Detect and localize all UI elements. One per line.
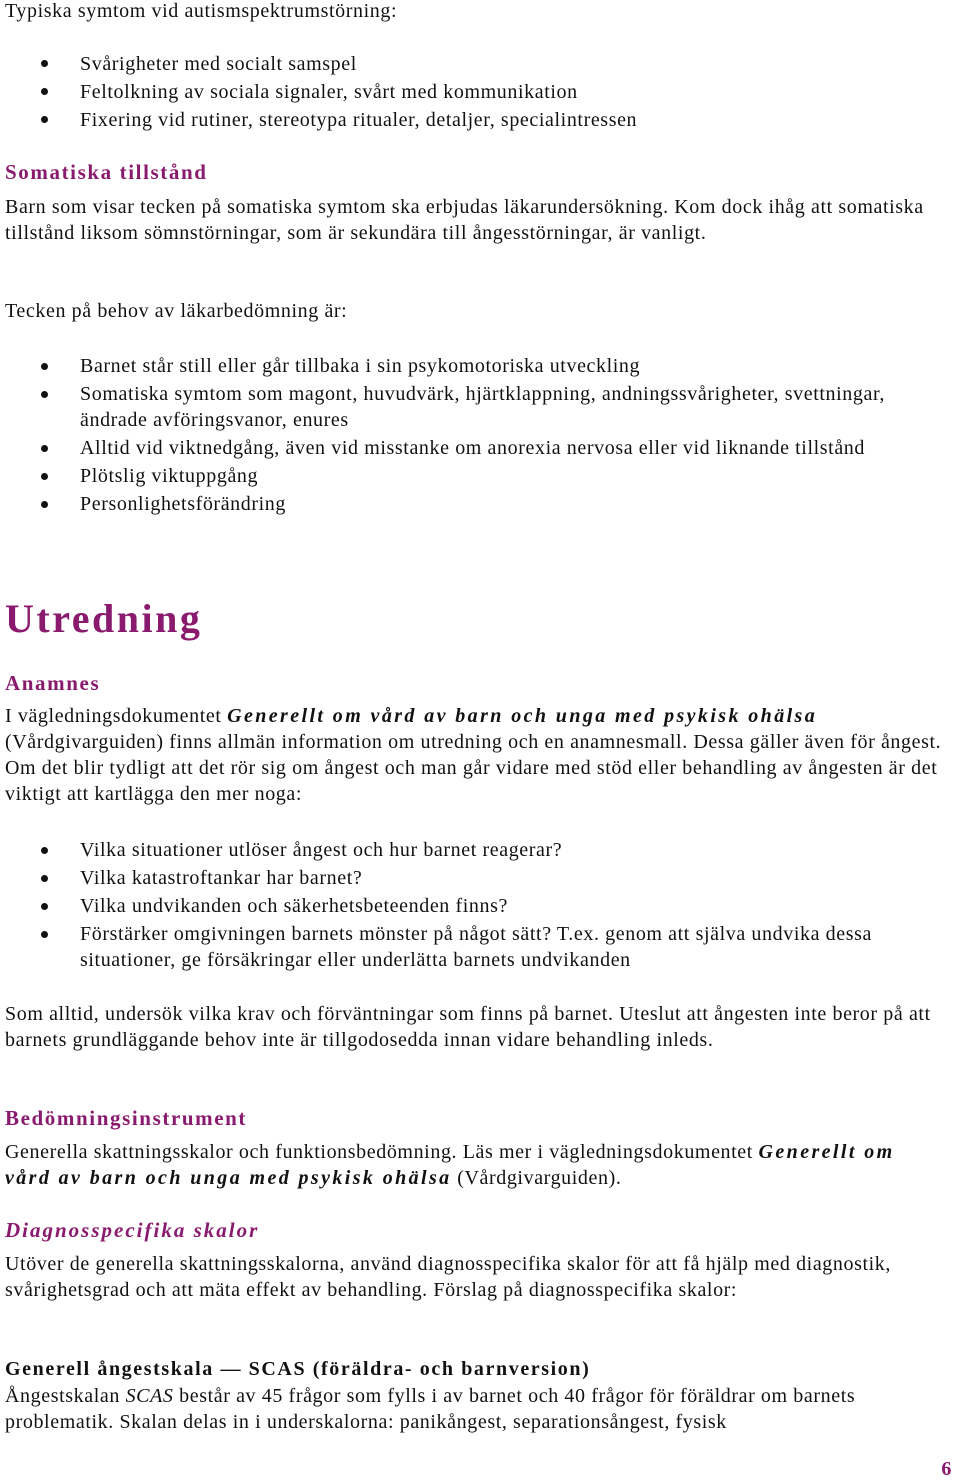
autism-intro: Typiska symtom vid autismspektrumstörning: <box>5 0 398 22</box>
anamnes-heading: Anamnes <box>5 671 101 695</box>
list-item: Förstärker omgivningen barnets mönster på något sätt? T.ex. genom att själva undvika dessa situationer, ge försäkringar eller underlätta barnets undvikanden <box>5 921 925 973</box>
anamnes-paragraph <box>5 703 950 807</box>
somatic-lead: Tecken på behov av läkarbedömning är: <box>5 300 348 322</box>
list-item: Personlighetsförändring <box>5 491 925 517</box>
list-item: Barnet står still eller går tillbaka i sin psykomotoriska utveckling <box>5 353 925 379</box>
scas-paragraph <box>5 1383 950 1435</box>
list-item: Plötslig viktuppgång <box>5 463 925 489</box>
anamnes-text: (Vårdgivarguiden) finns allmän information om utredning och en anamnesmall. Dessa gäller även för ångest. Om det blir tydligt att det rör sig om ångest och man går vidare med stöd eller behandling av ångesten är det viktigt att kartlägga den mer noga: <box>5 731 942 805</box>
diagnos-heading: Diagnosspecifika skalor <box>5 1218 260 1242</box>
guide-title: Generellt om vård av barn och unga med psykisk ohälsa <box>5 1141 895 1189</box>
bedomning-paragraph <box>5 1139 940 1191</box>
list-item: Svårigheter med socialt samspel <box>5 50 950 78</box>
somatic-heading: Somatiska tillstånd <box>5 160 208 184</box>
list-item: Vilka katastroftankar har barnet? <box>5 865 925 891</box>
page-number: 6 <box>941 1458 952 1480</box>
bedomning-text: (Vårdgivarguiden). <box>451 1167 622 1189</box>
diagnos-paragraph: Utöver de generella skattningsskalorna, använd diagnosspecifika skalor för att få hjälp med diagnostik, svårighetsgrad och att mäta effekt av behandling. Förslag på diagnosspecifika skalor: <box>5 1253 891 1301</box>
utredning-heading: Utredning <box>5 596 203 641</box>
closing-paragraph: Som alltid, undersök vilka krav och förväntningar som finns på barnet. Uteslut att ångesten inte beror på att barnets grundläggande behov inte är tillgodosedda innan vidare behandling inleds. <box>5 1003 931 1051</box>
scas-name: SCAS <box>125 1385 174 1407</box>
bedomning-heading: Bedömningsinstrument <box>5 1106 248 1130</box>
list-item: Alltid vid viktnedgång, även vid misstanke om anorexia nervosa eller vid liknande tillstånd <box>5 435 925 461</box>
guide-title: Generellt om vård av barn och unga med psykisk ohälsa <box>227 705 818 727</box>
list-item: Somatiska symtom som magont, huvudvärk, hjärtklappning, andningssvårigheter, svettningar, ändrade avföringsvanor, enures <box>5 381 925 433</box>
list-item: Feltolkning av sociala signaler, svårt med kommunikation <box>5 78 950 106</box>
autism-symptom-list <box>5 50 950 134</box>
list-item: Vilka situationer utlöser ångest och hur barnet reagerar? <box>5 837 925 863</box>
anamnes-text: I vägledningsdokumentet <box>5 705 228 727</box>
bedomning-text: Generella skattningsskalor och funktionsbedömning. Läs mer i vägledningsdokumentet <box>5 1141 759 1163</box>
list-item: Vilka undvikanden och säkerhetsbeteenden finns? <box>5 893 925 919</box>
anxiety-questions-list <box>5 837 925 973</box>
scas-text: består av 45 frågor som fylls i av barnet och 40 frågor för föräldrar om barnets problematik. Skalan delas in i underskalorna: panikångest, separationsångest, fysisk <box>5 1385 856 1433</box>
scas-text: Ångestskalan <box>5 1385 126 1407</box>
somatic-paragraph: Barn som visar tecken på somatiska symtom ska erbjudas läkarundersökning. Kom dock ihåg att somatiska tillstånd liksom sömnstörningar, som är sekundära till ångesstörningar, är vanligt. <box>5 196 924 244</box>
scas-heading: Generell ångestskala — SCAS (föräldra- och barnversion) <box>5 1358 591 1380</box>
list-item: Fixering vid rutiner, stereotypa ritualer, detaljer, specialintressen <box>5 106 950 134</box>
doctor-assessment-list <box>5 353 925 517</box>
